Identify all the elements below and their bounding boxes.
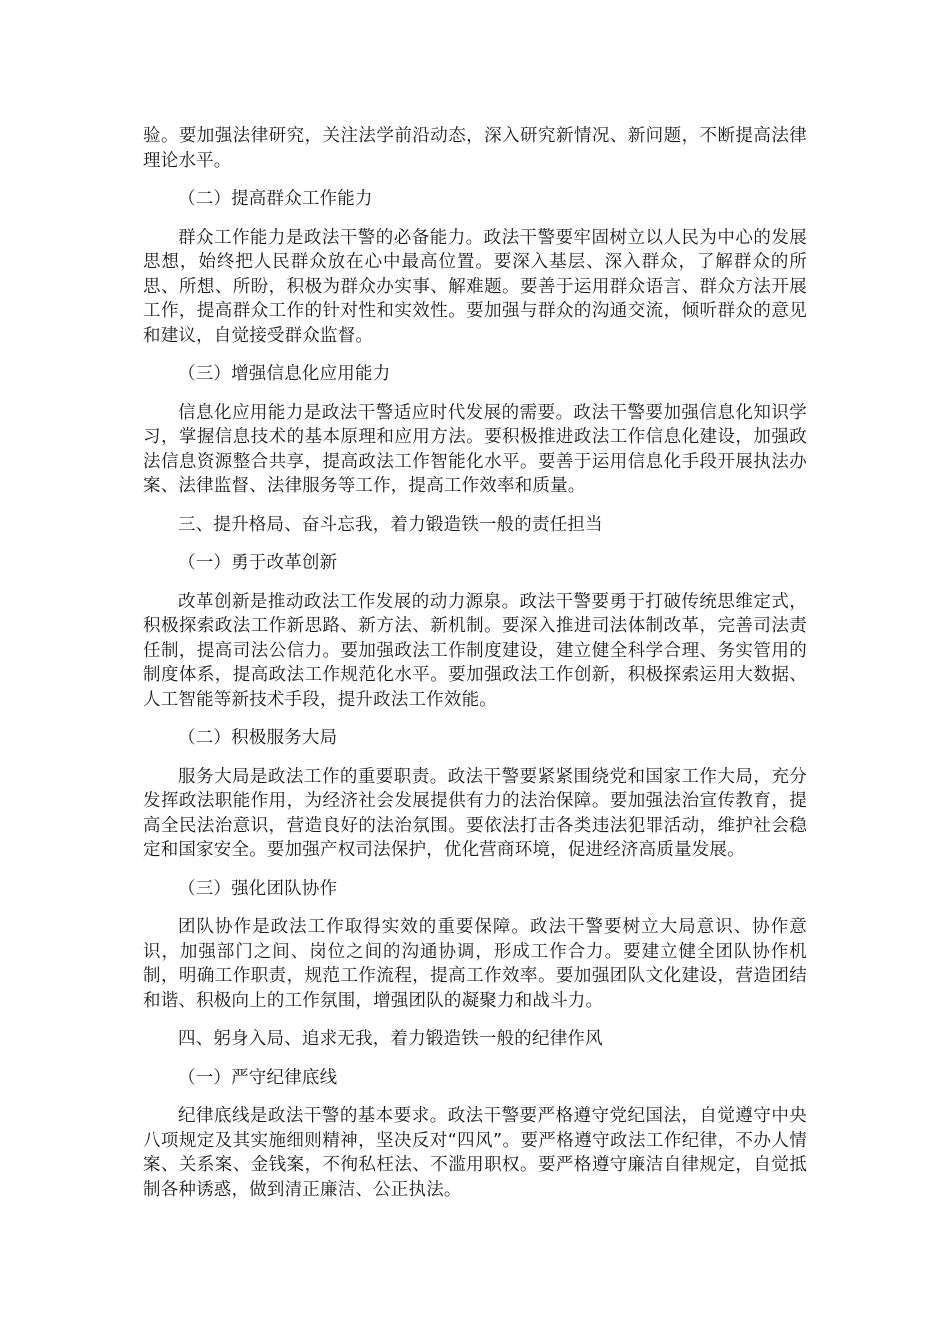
subsection-heading: （一）勇于改革创新 [178, 553, 338, 573]
paragraph: 纪律底线是政法干警的基本要求。政法干警要严格遵守党纪国法，自觉遵守中央八项规定及其实施细则精神，坚决反对“四风”。要严格遵守政法工作纪律，不办人情案、关系案、金钱案，不徇私枉法、不滥用职权。要严格遵守廉洁自律规定，自觉抵制各种诱惑，做到清正廉洁、公正执法。 [143, 1106, 807, 1200]
section-heading: 三、提升格局、奋斗忘我，着力锻造铁一般的责任担当 [178, 514, 603, 535]
paragraph: 信息化应用能力是政法干警适应时代发展的需要。政法干警要加强信息化知识学习，掌握信息技术的基本原理和应用方法。要积极推进政法工作信息化建设，加强政法信息资源整合共享，提高政法工作智能化水平。要善于运用信息化手段开展执法办案、法律监督、法律服务等工作，提高工作效率和质量。 [143, 402, 807, 496]
subsection-heading: （一）严守纪律底线 [178, 1067, 338, 1088]
section-heading: 四、躬身入局、追求无我，着力锻造铁一般的纪律作风 [178, 1029, 603, 1049]
subsection-heading: （三）增强信息化应用能力 [178, 364, 391, 384]
paragraph: 群众工作能力是政法干警的必备能力。政法干警要牢固树立以人民为中心的发展思想，始终把人民群众放在心中最高位置。要深入基层、深入群众，了解群众的所思、所想、所盼，积极为群众办实事、解难题。要善于运用群众语言、群众方法开展工作，提高群众工作的针对性和实效性。要加强与群众的沟通交流，倾听群众的意见和建议，自觉接受群众监督。 [143, 227, 807, 346]
subsection-heading: （二）提高群众工作能力 [178, 189, 373, 209]
paragraph: 服务大局是政法工作的重要职责。政法干警要紧紧围绕党和国家工作大局，充分发挥政法职能作用，为经济社会发展提供有力的法治保障。要加强法治宣传教育，提高全民法治意识，营造良好的法治氛围。要依法打击各类违法犯罪活动，维护社会稳定和国家安全。要加强产权司法保护，优化营商环境，促进经济高质量发展。 [143, 766, 807, 860]
paragraph-continuation: 验。要加强法律研究，关注法学前沿动态，深入研究新情况、新问题，不断提高法律理论水平。 [143, 126, 807, 171]
subsection-heading: （三）强化团队协作 [178, 878, 338, 899]
subsection-heading: （二）积极服务大局 [178, 728, 338, 748]
paragraph: 团队协作是政法工作取得实效的重要保障。政法干警要树立大局意识、协作意识，加强部门之间、岗位之间的沟通协调，形成工作合力。要建立健全团队协作机制，明确工作职责，规范工作流程，提高工作效率。要加强团队文化建设，营造团结和谐、积极向上的工作氛围，增强团队的凝聚力和战斗力。 [143, 917, 807, 1011]
paragraph: 改革创新是推动政法工作发展的动力源泉。政法干警要勇于打破传统思维定式，积极探索政法工作新思路、新方法、新机制。要深入推进司法体制改革，完善司法责任制，提高司法公信力。要加强政法工作制度建设，建立健全科学合理、务实管用的制度体系，提高政法工作规范化水平。要加强政法工作创新，积极探索运用大数据、人工智能等新技术手段，提升政法工作效能。 [143, 591, 807, 710]
document-page [143, 124, 807, 1216]
